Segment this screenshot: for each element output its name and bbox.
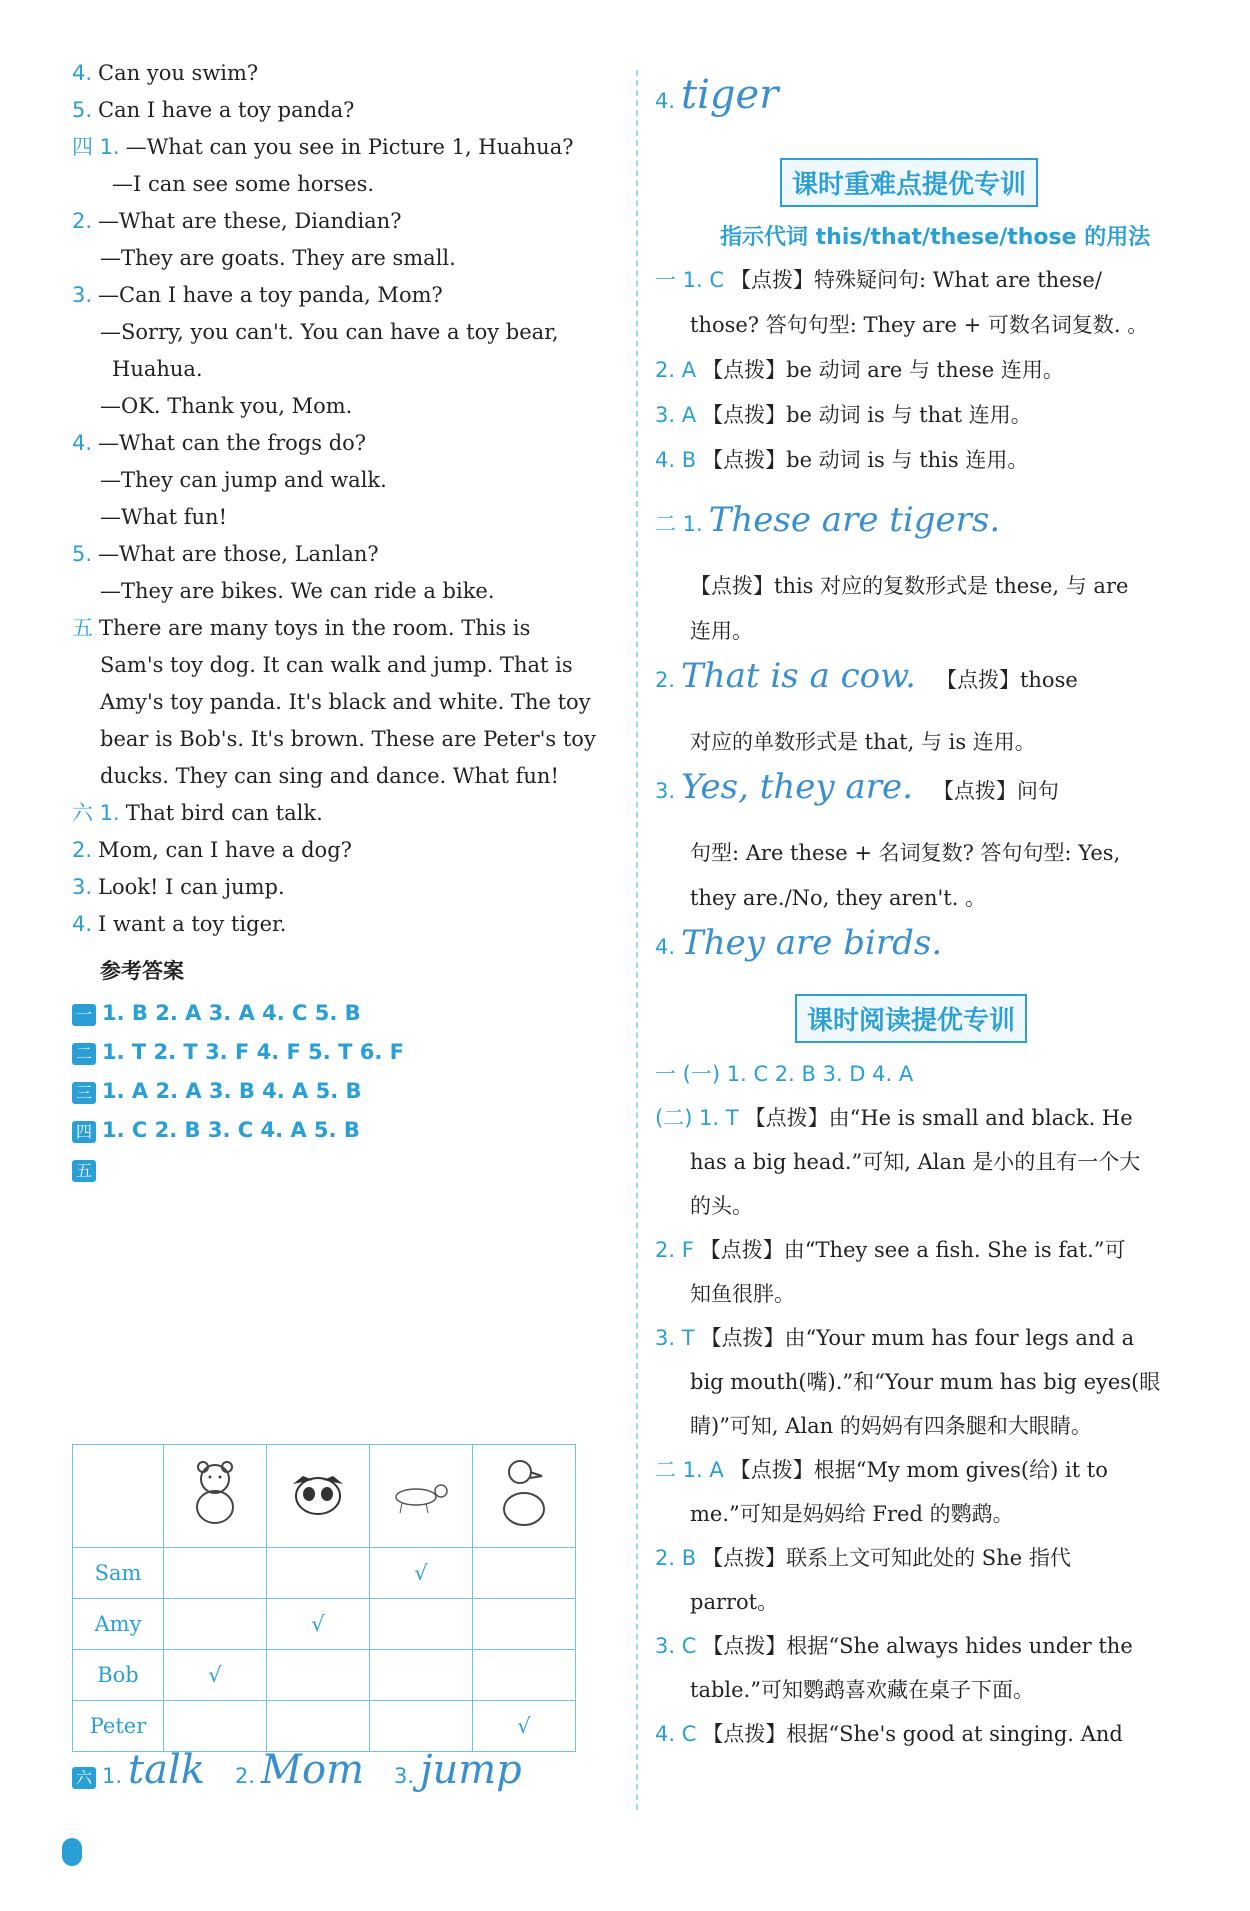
line-text: —What are these, Diandian?: [98, 209, 402, 233]
answer-line: [690, 727, 1036, 757]
item-number: 4.: [655, 89, 676, 113]
left-line: [100, 391, 352, 421]
left-line: [100, 761, 559, 791]
item-number: 2.: [655, 668, 676, 692]
answer-line: [655, 1631, 1133, 1661]
item-number: 1.: [102, 1764, 123, 1788]
answer-key: 2. F: [655, 1238, 694, 1262]
hint-text: 【点拨】问句: [932, 779, 1059, 803]
explanation-text: 连用。: [690, 619, 753, 643]
answer-key: 2. B: [655, 1546, 697, 1570]
line-text: Amy's toy panda. It's black and white. The toy: [100, 690, 591, 714]
answer-key: 4. B: [655, 448, 697, 472]
line-text: —What can the frogs do?: [98, 431, 367, 455]
answer-line: [690, 1411, 1092, 1441]
row-name: Peter: [73, 1701, 164, 1752]
handwritten-answer: They are birds.: [681, 923, 943, 963]
left-line: [72, 58, 258, 88]
section-badge: 四: [72, 1121, 96, 1143]
answer-explanation: 【点拨】根据“My mom gives(给) it to: [729, 1458, 1108, 1482]
answer-line: [655, 767, 1059, 807]
line-number: 3.: [72, 875, 93, 899]
line-number: 五: [72, 616, 93, 640]
panda-picture: [267, 1445, 370, 1548]
left-line: [72, 798, 323, 828]
section-badge: 一: [72, 1004, 96, 1026]
left-line: [100, 243, 456, 273]
left-line: [72, 132, 574, 162]
handwritten-answer: Yes, they are.: [681, 767, 913, 807]
answer-line: [655, 1455, 1108, 1485]
line-text: Mom, can I have a dog?: [98, 838, 352, 862]
line-number: 2.: [72, 838, 93, 862]
check-cell: √: [370, 1548, 473, 1599]
handwriting-row: [72, 1747, 552, 1793]
table-row: [73, 1548, 576, 1599]
answer-line: [690, 310, 1148, 340]
left-line: [100, 502, 227, 532]
answer-line: [655, 500, 1001, 540]
explanation-text: 对应的单数形式是 that, 与 is 连用。: [690, 730, 1036, 754]
line-text: —Can I have a toy panda, Mom?: [98, 283, 443, 307]
check-cell: [370, 1650, 473, 1701]
explanation-text: they are./No, they aren't. 。: [690, 886, 987, 910]
duck-picture: [473, 1445, 576, 1548]
left-line: [72, 280, 443, 310]
footer: [62, 1840, 92, 1864]
answer-explanation: 【点拨】特殊疑问句: What are these/: [730, 268, 1102, 292]
answer-row: [72, 1076, 362, 1106]
answer-explanation: 【点拨】be 动词 is 与 this 连用。: [702, 448, 1029, 472]
answer-explanation: parrot。: [690, 1590, 779, 1614]
answer-text: 1. A 2. A 3. B 4. A 5. B: [102, 1079, 362, 1103]
answer-line: [655, 1719, 1123, 1749]
answer-line: [690, 616, 753, 646]
line-number: 5.: [72, 542, 93, 566]
answer-explanation: 【点拨】由“He is small and black. He: [744, 1106, 1133, 1130]
check-cell: [473, 1548, 576, 1599]
answer-row: [72, 998, 361, 1028]
answer-line: [690, 571, 1128, 601]
answer-line: [690, 1675, 1034, 1705]
answer-line: [655, 1059, 919, 1089]
line-number: 4.: [72, 912, 93, 936]
item-number: 二 1.: [655, 512, 703, 536]
line-text: Look! I can jump.: [98, 875, 285, 899]
line-number: 3.: [72, 283, 93, 307]
check-cell: [267, 1650, 370, 1701]
line-text: I want a toy tiger.: [98, 912, 287, 936]
row-name: Amy: [73, 1599, 164, 1650]
check-cell: [164, 1599, 267, 1650]
table-row: [73, 1650, 576, 1701]
left-line: [72, 835, 352, 865]
banner-key-points: 课时重难点提优专训: [780, 158, 1038, 207]
answer-explanation: 【点拨】be 动词 is 与 that 连用。: [702, 403, 1032, 427]
left-line: [112, 354, 203, 384]
answer-line: [690, 1191, 753, 1221]
check-cell: [370, 1701, 473, 1752]
answer-line: [655, 1103, 1133, 1133]
answer-line: [655, 355, 1064, 385]
answer-key: 2. A: [655, 358, 697, 382]
answer-key: 3. T: [655, 1326, 695, 1350]
answer-table: [72, 1444, 576, 1752]
left-line: [100, 465, 387, 495]
line-text: Can you swim?: [98, 61, 259, 85]
line-text: —They are goats. They are small.: [100, 246, 456, 270]
answer-key: 一 (一) 1. C 2. B 3. D 4. A: [655, 1062, 914, 1086]
line-text: ducks. They can sing and dance. What fun!: [100, 764, 559, 788]
bear-picture: [164, 1445, 267, 1548]
line-text: —What fun!: [100, 505, 228, 529]
hint-text: 【点拨】those: [935, 668, 1078, 692]
answer-row: [72, 1154, 102, 1184]
answer-explanation: 【点拨】联系上文可知此处的 She 指代: [702, 1546, 1071, 1570]
left-line: [100, 317, 559, 347]
check-cell: √: [473, 1701, 576, 1752]
answer-explanation: 【点拨】be 动词 are 与 these 连用。: [702, 358, 1064, 382]
left-line: [100, 687, 591, 717]
left-line: [72, 206, 401, 236]
table-corner: [73, 1445, 164, 1548]
banner-reading: 课时阅读提优专训: [795, 994, 1027, 1043]
section-subtitle: 指示代词 this/that/these/those 的用法: [720, 225, 1151, 250]
answer-explanation: 知鱼很胖。: [690, 1282, 795, 1306]
answer-row: [72, 1115, 360, 1145]
answer-line: [655, 1323, 1134, 1353]
line-text: Can I have a toy panda?: [98, 98, 355, 122]
left-line: [72, 909, 286, 939]
answer-text: 1. T 2. T 3. F 4. F 5. T 6. F: [102, 1040, 404, 1064]
section-badge: 六: [72, 1767, 96, 1789]
dog-icon: [386, 1469, 456, 1519]
answer-line: [690, 1587, 778, 1617]
answer-line: [690, 1147, 1140, 1177]
answer-line: [655, 400, 1032, 430]
left-line: [72, 539, 379, 569]
line-text: —I can see some horses.: [112, 172, 375, 196]
line-text: —What can you see in Picture 1, Huahua?: [125, 135, 574, 159]
answer-explanation: has a big head.”可知, Alan 是小的且有一个大: [690, 1150, 1141, 1174]
check-cell: [473, 1650, 576, 1701]
line-number: 四 1.: [72, 135, 120, 159]
answer-line: [690, 883, 986, 913]
row-name: Sam: [73, 1548, 164, 1599]
table-row: [73, 1599, 576, 1650]
handwritten-answer: tiger: [681, 72, 779, 118]
answer-explanation: 【点拨】根据“She always hides under the: [702, 1634, 1133, 1658]
check-cell: [164, 1548, 267, 1599]
answer-line: [690, 1279, 795, 1309]
answer-explanation: 【点拨】根据“She's good at singing. And: [702, 1722, 1123, 1746]
line-number: 2.: [72, 209, 93, 233]
answer-explanation: me.”可知是妈妈给 Fred 的鹦鹉。: [690, 1502, 1014, 1526]
line-text: That bird can talk.: [125, 801, 323, 825]
line-number: 六 1.: [72, 801, 120, 825]
handwritten-answer: jump: [420, 1747, 522, 1793]
item-number: 4.: [655, 935, 676, 959]
item-number: 2.: [235, 1764, 256, 1788]
check-cell: √: [164, 1650, 267, 1701]
column-divider: [636, 70, 638, 1810]
left-line: [72, 95, 354, 125]
answer-line: [690, 1499, 1014, 1529]
check-cell: [267, 1701, 370, 1752]
answer-explanation: 的头。: [690, 1194, 753, 1218]
handwritten-answer: Mom: [261, 1747, 365, 1793]
left-line: [72, 613, 530, 643]
answer-explanation: big mouth(嘴).”和“Your mum has big eyes(眼: [690, 1370, 1161, 1394]
answer-explanation: table.”可知鹦鹉喜欢藏在桌子下面。: [690, 1678, 1034, 1702]
line-number: 4.: [72, 431, 93, 455]
section-badge: 二: [72, 1043, 96, 1065]
top-handwriting: [655, 72, 779, 118]
table-header-row: [73, 1445, 576, 1548]
line-text: —They can jump and walk.: [100, 468, 387, 492]
answer-line: [655, 923, 943, 963]
answer-key: 二 1. A: [655, 1458, 724, 1482]
answer-line: [655, 265, 1102, 295]
answer-explanation: 【点拨】由“They see a fish. She is fat.”可: [699, 1238, 1126, 1262]
answer-key: 一 1. C: [655, 268, 725, 292]
answer-line: [655, 1543, 1071, 1573]
answer-row: [72, 1037, 404, 1067]
left-line: [112, 169, 374, 199]
line-text: bear is Bob's. It's brown. These are Peter's toy: [100, 727, 596, 751]
answer-key: 3. A: [655, 403, 697, 427]
answer-text: 1. B 2. A 3. A 4. C 5. B: [102, 1001, 361, 1025]
answer-explanation: 【点拨】由“Your mum has four legs and a: [700, 1326, 1135, 1350]
explanation-text: 【点拨】this 对应的复数形式是 these, 与 are: [690, 574, 1129, 598]
answer-text: 1. C 2. B 3. C 4. A 5. B: [102, 1118, 360, 1142]
answer-line: [690, 1367, 1160, 1397]
answer-key: 4. C: [655, 1722, 697, 1746]
line-text: —OK. Thank you, Mom.: [100, 394, 353, 418]
answer-explanation: those? 答句句型: They are + 可数名词复数. 。: [690, 313, 1149, 337]
line-text: Sam's toy dog. It can walk and jump. That is: [100, 653, 573, 677]
panda-icon: [283, 1464, 353, 1524]
left-line: [72, 872, 285, 902]
page-number: [62, 1838, 82, 1866]
section-badge: 五: [72, 1160, 96, 1182]
left-line: [72, 428, 366, 458]
bear-icon: [185, 1459, 245, 1529]
check-cell: √: [267, 1599, 370, 1650]
line-text: —What are those, Lanlan?: [98, 542, 379, 566]
answer-line: [655, 656, 1078, 696]
line-text: Huahua.: [112, 357, 203, 381]
answer-line: [690, 838, 1120, 868]
explanation-text: 句型: Are these + 名词复数? 答句句型: Yes,: [690, 841, 1121, 865]
answer-key: (二) 1. T: [655, 1106, 739, 1130]
answer-line: [655, 1235, 1126, 1265]
handwritten-answer: talk: [128, 1747, 205, 1793]
duck-icon: [494, 1454, 554, 1534]
handwritten-answer: These are tigers.: [708, 500, 1001, 540]
line-number: 5.: [72, 98, 93, 122]
check-cell: [473, 1599, 576, 1650]
item-number: 3.: [394, 1764, 415, 1788]
check-cell: [370, 1599, 473, 1650]
check-cell: [164, 1701, 267, 1752]
section-badge: 三: [72, 1082, 96, 1104]
left-line: [100, 650, 573, 680]
row-name: Bob: [73, 1650, 164, 1701]
reference-title: 参考答案: [100, 959, 184, 983]
line-text: —They are bikes. We can ride a bike.: [100, 579, 495, 603]
dog-picture: [370, 1445, 473, 1548]
left-line: [100, 576, 495, 606]
check-cell: [267, 1548, 370, 1599]
line-number: 4.: [72, 61, 93, 85]
table-row: [73, 1701, 576, 1752]
answer-key: 3. C: [655, 1634, 697, 1658]
item-number: 3.: [655, 779, 676, 803]
answer-line: [655, 445, 1028, 475]
line-text: —Sorry, you can't. You can have a toy bear,: [100, 320, 559, 344]
line-text: There are many toys in the room. This is: [99, 616, 531, 640]
handwritten-answer: That is a cow.: [681, 656, 916, 696]
left-line: [100, 724, 596, 754]
answer-explanation: 睛)”可知, Alan 的妈妈有四条腿和大眼睛。: [690, 1414, 1092, 1438]
